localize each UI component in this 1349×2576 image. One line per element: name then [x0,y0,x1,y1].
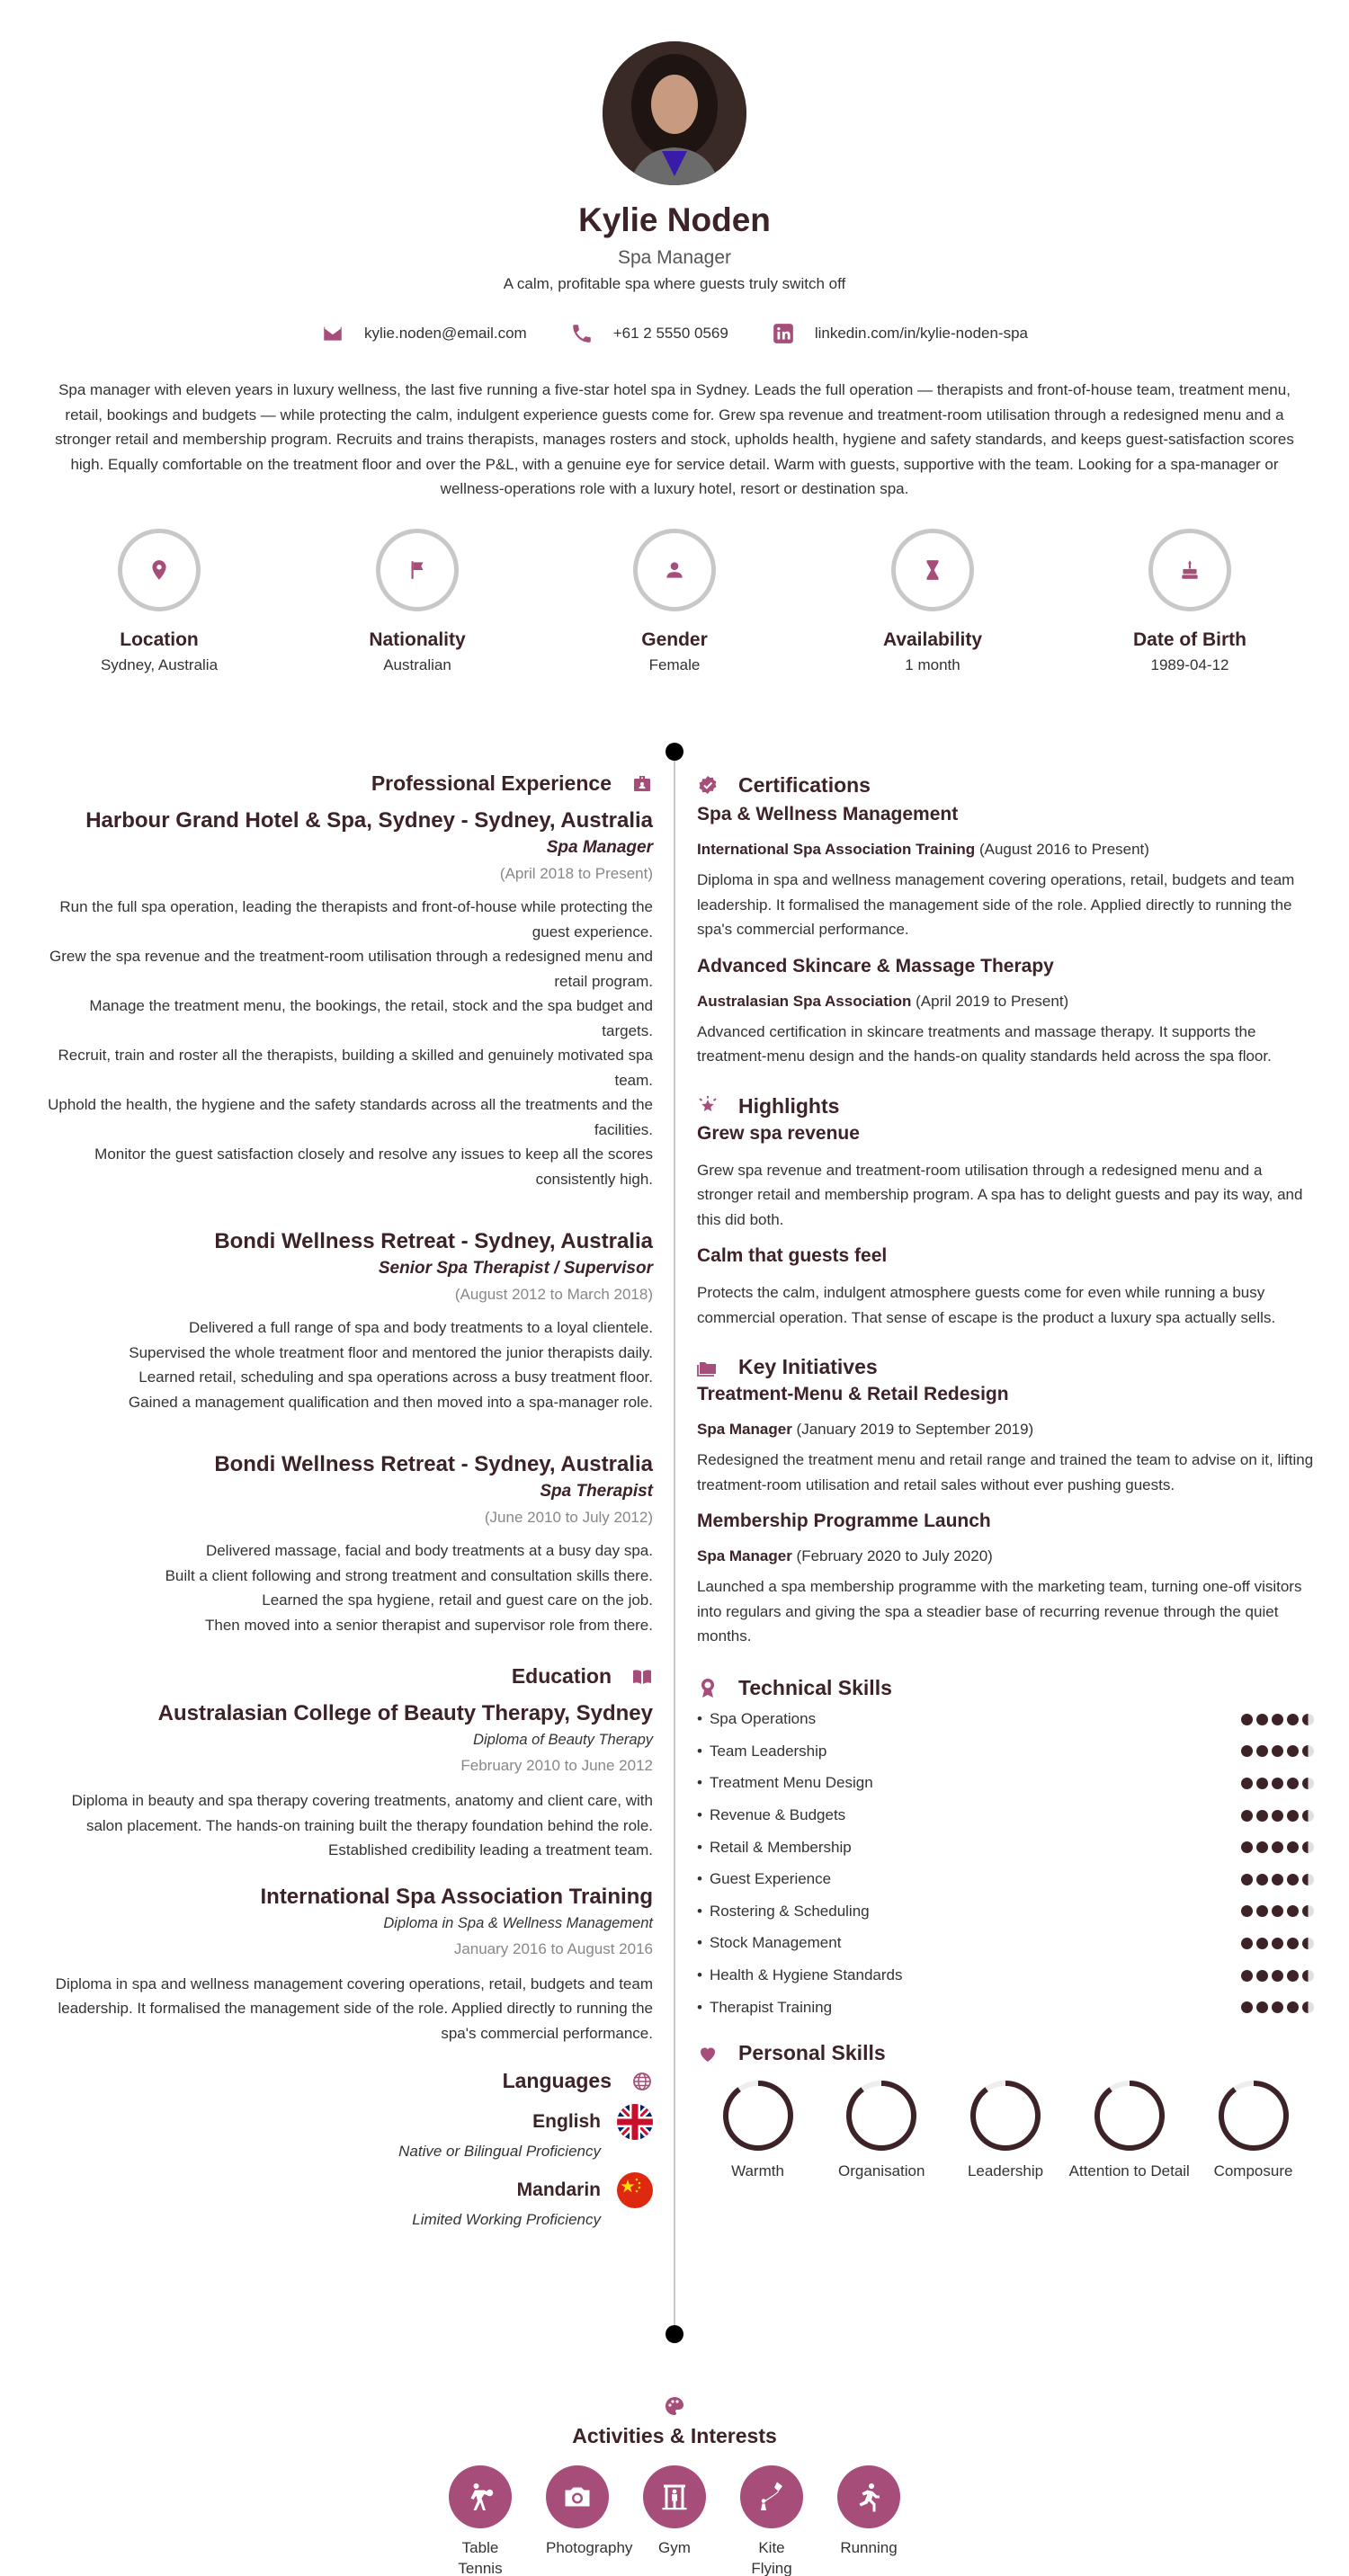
education-degree: Diploma of Beauty Therapy [473,1732,653,1748]
rating-dot [1256,1938,1268,1949]
contact-bar [0,322,1349,345]
initiatives-heading-text: Key Initiatives [738,1355,878,1378]
certification-issuer: International Spa Association Training [697,841,976,858]
right-column [697,773,1314,2180]
rating-dot [1272,1938,1283,1949]
education-heading-text: Education [511,1664,612,1688]
certification-entry [697,801,1314,942]
email-text: kylie.noden@email.com [363,325,527,342]
linkedin-icon [772,322,795,345]
job-date: (August 2012 to March 2018) [454,1286,653,1303]
personal-skill-label: Leadership [967,2162,1044,2180]
skill-row [697,1832,1314,1864]
rating-dot [1256,1874,1268,1885]
info-label: Availability [882,629,983,650]
certification-date: (August 2016 to Present) [978,841,1149,858]
candidate-name: Kylie Noden [578,201,771,238]
rating-dot [1272,1874,1283,1885]
highlight-title: Grew spa revenue [697,1122,860,1144]
china-flag-icon [617,2172,653,2208]
skill-progress-ring [844,2078,919,2153]
rating-dot [1272,1841,1283,1853]
language-name: English [532,2111,601,2132]
left-column [36,771,653,2232]
rating-dot [1287,1810,1299,1822]
flag-icon [406,558,429,582]
skill-name: • Retail & Membership [697,1839,852,1857]
skill-name: • Rostering & Scheduling [697,1903,870,1921]
education-date: February 2010 to June 2012 [460,1757,653,1774]
camera-icon [561,2481,594,2513]
languages-heading-text: Languages [502,2069,612,2092]
person-icon [663,558,686,582]
info-label: Gender [641,629,708,650]
rating-dot [1272,1810,1283,1822]
info-location [74,529,245,674]
skill-name: • Revenue & Budgets [697,1806,845,1824]
certifications-heading-text: Certifications [738,773,871,797]
education-heading [36,1664,653,1689]
education-school: International Spa Association Training [260,1884,653,1909]
education-desc: Diploma in spa and wellness management covering operations, retail, budgets and team leadership. It formalised the management side of the role. Applied directly to running the spa's commercial performance. [55,1974,653,2042]
activity-item [546,2465,633,2576]
highlight-title: Calm that guests feel [697,1245,888,1266]
rating-dot [1241,1874,1253,1885]
job-title: Bondi Wellness Retreat - Sydney, Australia [214,1229,653,1253]
skill-rating [1241,1745,1314,1757]
initiative-role: Spa Manager [697,1421,792,1438]
skill-row [697,1735,1314,1768]
skill-progress-arc [849,2083,914,2148]
rating-dot [1302,1745,1314,1757]
languages-heading [36,2069,653,2093]
rating-dot [1302,2001,1314,2013]
skill-progress-arc [973,2083,1038,2148]
skill-rating [1241,1778,1314,1789]
skill-row [697,1799,1314,1832]
certification-title: Spa & Wellness Management [697,804,959,824]
personal-skill-label: Attention to Detail [1068,2162,1190,2180]
language-level: Limited Working Proficiency [412,2211,601,2228]
info-label: Nationality [369,629,466,650]
timeline-dot-bottom [666,2325,683,2343]
language-entry [36,2104,653,2140]
skill-row [697,1863,1314,1895]
personal-skill [1193,2078,1314,2180]
certification-desc: Advanced certification in skincare treatments and massage therapy. It supports the treatment-menu design and the hands-on quality standards held across the spa floor. [697,1022,1272,1065]
skill-name: • Stock Management [697,1934,841,1952]
linkedin-contact[interactable] [772,322,1028,345]
skill-name: • Guest Experience [697,1870,831,1888]
skill-rating [1241,1874,1314,1885]
technical-skills-heading-text: Technical Skills [738,1675,892,1699]
personal-skill-label: Organisation [838,2162,925,2180]
skill-rating [1241,1905,1314,1917]
profile-photo [603,41,746,185]
rating-dot [1241,1745,1253,1757]
kite-icon [755,2481,788,2513]
skill-rating [1241,2001,1314,2013]
experience-heading-text: Professional Experience [371,771,612,795]
activity-item [449,2465,512,2576]
rating-dot [1272,1778,1283,1789]
job-position: Senior Spa Therapist / Supervisor [378,1259,653,1278]
certification-org [697,837,1314,862]
rating-dot [1256,1905,1268,1917]
rating-dot [1256,1810,1268,1822]
briefcase-icon [631,773,653,795]
rating-dot [1241,1841,1253,1853]
rating-dot [1241,1905,1253,1917]
rating-dot [1287,1874,1299,1885]
job-title: Harbour Grand Hotel & Spa, Sydney - Sydney, Australia [85,808,653,833]
info-label: Date of Birth [1133,629,1246,650]
gym-icon [658,2481,691,2513]
job-title: Bondi Wellness Retreat - Sydney, Australia [214,1452,653,1476]
skill-rating [1241,1841,1314,1853]
job-bullet: Monitor the guest satisfaction closely and resolve any issues to keep all the scores consistently high. [94,1145,653,1188]
profile-summary: Spa manager with eleven years in luxury wellness, the last five running a five-star hotel spa in Sydney. Leads the full operation — therapists and front-of-house team, treatment menu, retail, bookings and budgets — while protecting the calm, indulgent experience guests come for. Grew spa revenue and treatment-room utilisation through a redesigned menu and a stronger retail and membership program. Recruits and trains therapists, manages rosters and stock, upholds health, hygiene and safety standards, and keeps guest-satisfaction scores high. Equally comfortable on the treatment floor and over the P&L, with a genuine eye for service detail. Warm with guests, supportive with the team. Looking for a spa-manager or wellness-operations role with a luxury hotel, resort or destination spa. [55,381,1294,497]
education-date: January 2016 to August 2016 [453,1939,653,1957]
activities-heading: Activities & Interests [572,2424,777,2447]
rating-dot [1302,1841,1314,1853]
rating-dot [1256,1778,1268,1789]
highlight-entry [697,1243,1314,1330]
palette-icon [664,2395,685,2417]
star-burst-icon [697,1095,719,1117]
skill-progress-ring [1216,2078,1291,2153]
rating-dot [1256,1970,1268,1982]
job-bullets [36,1315,653,1414]
running-icon [853,2481,885,2513]
rating-dot [1302,1810,1314,1822]
rating-dot [1287,1714,1299,1725]
rating-dot [1287,1970,1299,1982]
skill-rating [1241,1938,1314,1949]
job-bullet: Manage the treatment menu, the bookings, the retail, stock and the spa budget and targets. [89,997,653,1039]
initiative-role: Spa Manager [697,1547,792,1564]
job-bullet: Uphold the health, the hygiene and the safety standards across all the treatments and the facilities. [48,1096,653,1138]
info-availability [847,529,1018,674]
personal-skill [1068,2078,1190,2180]
language-entry [36,2172,653,2208]
job-bullet: Built a client following and strong treatment and consultation skills there. [165,1566,653,1584]
phone-icon [570,322,594,345]
rating-dot [1287,1778,1299,1789]
activity-label: Kite Flying [751,2539,792,2576]
job-date: (April 2018 to Present) [499,865,653,882]
email-contact[interactable] [321,322,527,345]
rating-dot [1241,2001,1253,2013]
education-desc: Diploma in beauty and spa therapy covering treatments, anatomy and client care, with salon placement. The hands-on training built the therapy foundation behind the role. Established credibility leading a treatment team. [71,1792,653,1858]
skill-row [697,1928,1314,1960]
rating-dot [1302,1778,1314,1789]
certification-title: Advanced Skincare & Massage Therapy [697,955,1054,976]
job-position: Spa Manager [546,838,653,857]
initiative-entry [697,1381,1314,1497]
skill-row [697,1895,1314,1928]
highlight-desc: Grew spa revenue and treatment-room utilisation through a redesigned menu and a stronger retail and membership program. A spa has to delight guests and pay its way, and this did both. [697,1161,1303,1228]
info-nationality [332,529,503,674]
phone-text: +61 2 5550 0569 [612,325,728,342]
skill-progress-arc [726,2083,791,2148]
rating-dot [1302,1905,1314,1917]
info-value: Sydney, Australia [100,656,219,673]
rating-dot [1272,1905,1283,1917]
rating-dot [1241,1714,1253,1725]
award-ribbon-icon [697,1677,719,1698]
personal-skills-heading-text: Personal Skills [738,2041,886,2065]
skill-name: • Health & Hygiene Standards [697,1966,902,1984]
rating-dot [1241,1938,1253,1949]
tagline: A calm, profitable spa where guests truly switch off [503,275,846,292]
rating-dot [1272,1970,1283,1982]
skill-row [697,1768,1314,1800]
certification-org [697,989,1314,1014]
activity-label: Gym [658,2539,691,2556]
info-value: Female [648,656,701,673]
job-bullet: Grew the spa revenue and the treatment-room utilisation through a redesigned menu and retail program. [49,948,653,990]
skill-name: • Treatment Menu Design [697,1774,873,1792]
rating-dot [1302,1970,1314,1982]
job-entry [36,1227,653,1414]
email-icon [321,322,344,345]
highlight-desc: Protects the calm, indulgent atmosphere guests come for even while running a busy commercial operation. That sense of escape is the product a luxury spa actually sells. [697,1284,1276,1326]
activity-item [643,2465,706,2576]
timeline-line [674,752,675,2334]
skill-rating [1241,1970,1314,1982]
personal-skills-heading [697,2041,1314,2065]
hourglass-icon [921,558,944,582]
rating-dot [1287,2001,1299,2013]
initiative-date: (February 2020 to July 2020) [796,1547,993,1564]
activity-label: Table Tennis [458,2539,503,2576]
timeline-dot-top [666,743,683,761]
skill-progress-ring [1092,2078,1167,2153]
book-icon [631,1666,653,1688]
personal-skill [945,2078,1067,2180]
language-level: Native or Bilingual Proficiency [398,2143,601,2160]
highlights-heading [697,1094,1314,1119]
skill-progress-arc [1097,2083,1162,2148]
skill-row [697,1992,1314,2024]
activity-item [740,2465,803,2576]
job-role: Spa Manager [617,247,732,268]
initiative-entry [697,1508,1314,1649]
initiative-desc: Redesigned the treatment menu and retail range and trained the team to advise on it, lifting treatment-room utilisation and retail sales without ever pushing guests. [697,1451,1314,1493]
activities-list [0,2465,1349,2576]
personal-skill [821,2078,943,2180]
rating-dot [1287,1905,1299,1917]
rating-dot [1272,2001,1283,2013]
highlight-entry [697,1120,1314,1233]
info-value: Australian [383,656,451,673]
job-bullet: Delivered a full range of spa and body treatments to a loyal clientele. [189,1319,653,1336]
rating-dot [1302,1874,1314,1885]
education-entry [36,1883,653,2046]
education-school: Australasian College of Beauty Therapy, Sydney [157,1701,653,1725]
certification-desc: Diploma in spa and wellness management covering operations, retail, budgets and team leadership. It formalised the management side of the role. Applied directly to running the spa's commercial performance. [697,871,1295,938]
job-bullet: Learned the spa hygiene, retail and guest care on the job. [262,1591,653,1609]
info-gender [589,529,760,674]
job-bullet: Run the full spa operation, leading the therapists and front-of-house while protecting the guest experience. [59,898,653,940]
skill-progress-ring [720,2078,796,2153]
skill-progress-ring [968,2078,1043,2153]
initiative-meta [697,1417,1314,1442]
rating-dot [1256,2001,1268,2013]
skill-name: • Team Leadership [697,1743,826,1760]
job-entry [36,807,653,1191]
rating-dot [1287,1841,1299,1853]
rating-dot [1241,1970,1253,1982]
technical-skills-heading [697,1676,1314,1700]
highlights-heading-text: Highlights [738,1093,840,1118]
skill-name: • Spa Operations [697,1710,816,1728]
rating-dot [1302,1714,1314,1725]
personal-skill-label: Composure [1213,2162,1293,2180]
job-bullet: Then moved into a senior therapist and supervisor role from there. [205,1616,653,1634]
job-bullet: Gained a management qualification and then moved into a spa-manager role. [128,1393,653,1411]
rating-dot [1302,1938,1314,1949]
info-value: 1989-04-12 [1150,656,1229,673]
activity-label: Running [840,2539,898,2556]
badge-check-icon [697,775,719,797]
activity-item [837,2465,900,2576]
job-position: Spa Therapist [540,1482,653,1501]
skill-progress-arc [1221,2083,1286,2148]
info-dob [1104,529,1275,674]
rating-dot [1256,1714,1268,1725]
job-date: (June 2010 to July 2012) [484,1509,653,1526]
certification-issuer: Australasian Spa Association [697,992,912,1010]
language-name: Mandarin [516,2179,601,2200]
rating-dot [1272,1745,1283,1757]
education-degree: Diploma in Spa & Wellness Management [383,1914,653,1931]
personal-skill-label: Warmth [731,2162,784,2180]
initiative-date: (January 2019 to September 2019) [796,1421,1034,1438]
folders-icon [697,1357,719,1378]
skill-row [697,1704,1314,1736]
job-bullet: Recruit, train and roster all the therapists, building a skilled and genuinely motivated spa team. [58,1047,653,1089]
rating-dot [1287,1938,1299,1949]
location-pin-icon [147,558,171,582]
personal-skills-list [697,2078,1314,2180]
initiative-title: Treatment-Menu & Retail Redesign [697,1384,1009,1404]
skill-rating [1241,1810,1314,1822]
info-value: 1 month [905,656,960,673]
rating-dot [1256,1841,1268,1853]
initiative-meta [697,1544,1314,1569]
job-bullet: Supervised the whole treatment floor and mentored the junior therapists daily. [129,1343,653,1361]
info-label: Location [120,629,199,650]
personal-skill [697,2078,818,2180]
linkedin-text: linkedin.com/in/kylie-noden-spa [814,325,1029,342]
globe-icon [631,2071,653,2092]
skill-rating [1241,1714,1314,1725]
heart-icon [697,2043,719,2064]
experience-heading [36,771,653,796]
initiative-desc: Launched a spa membership programme with the marketing team, turning one-off visitors into regulars and giving the spa a steadier base of recurring revenue through the quiet months. [697,1578,1302,1645]
rating-dot [1287,1745,1299,1757]
rating-dot [1241,1778,1253,1789]
job-bullets [36,1538,653,1637]
initiatives-heading [697,1355,1314,1379]
activity-label: Photography [546,2539,633,2556]
certification-entry [697,953,1314,1069]
skill-name: • Therapist Training [697,1999,832,2017]
uk-flag-icon [617,2104,653,2140]
education-entry [36,1699,653,1863]
job-bullets [36,895,653,1191]
initiative-title: Membership Programme Launch [697,1511,991,1531]
rating-dot [1272,1714,1283,1725]
job-bullet: Delivered massage, facial and body treatments at a busy day spa. [205,1542,653,1559]
cake-icon [1178,558,1202,582]
job-entry [36,1450,653,1637]
certifications-heading [697,773,1314,798]
skill-row [697,1959,1314,1992]
job-bullet: Learned retail, scheduling and spa operations across a busy treatment floor. [138,1368,653,1386]
rating-dot [1256,1745,1268,1757]
rating-dot [1241,1810,1253,1822]
certification-date: (April 2019 to Present) [916,992,1069,1010]
phone-contact[interactable] [570,322,728,345]
table-tennis-icon [464,2481,496,2513]
technical-skills-list [697,1704,1314,2024]
